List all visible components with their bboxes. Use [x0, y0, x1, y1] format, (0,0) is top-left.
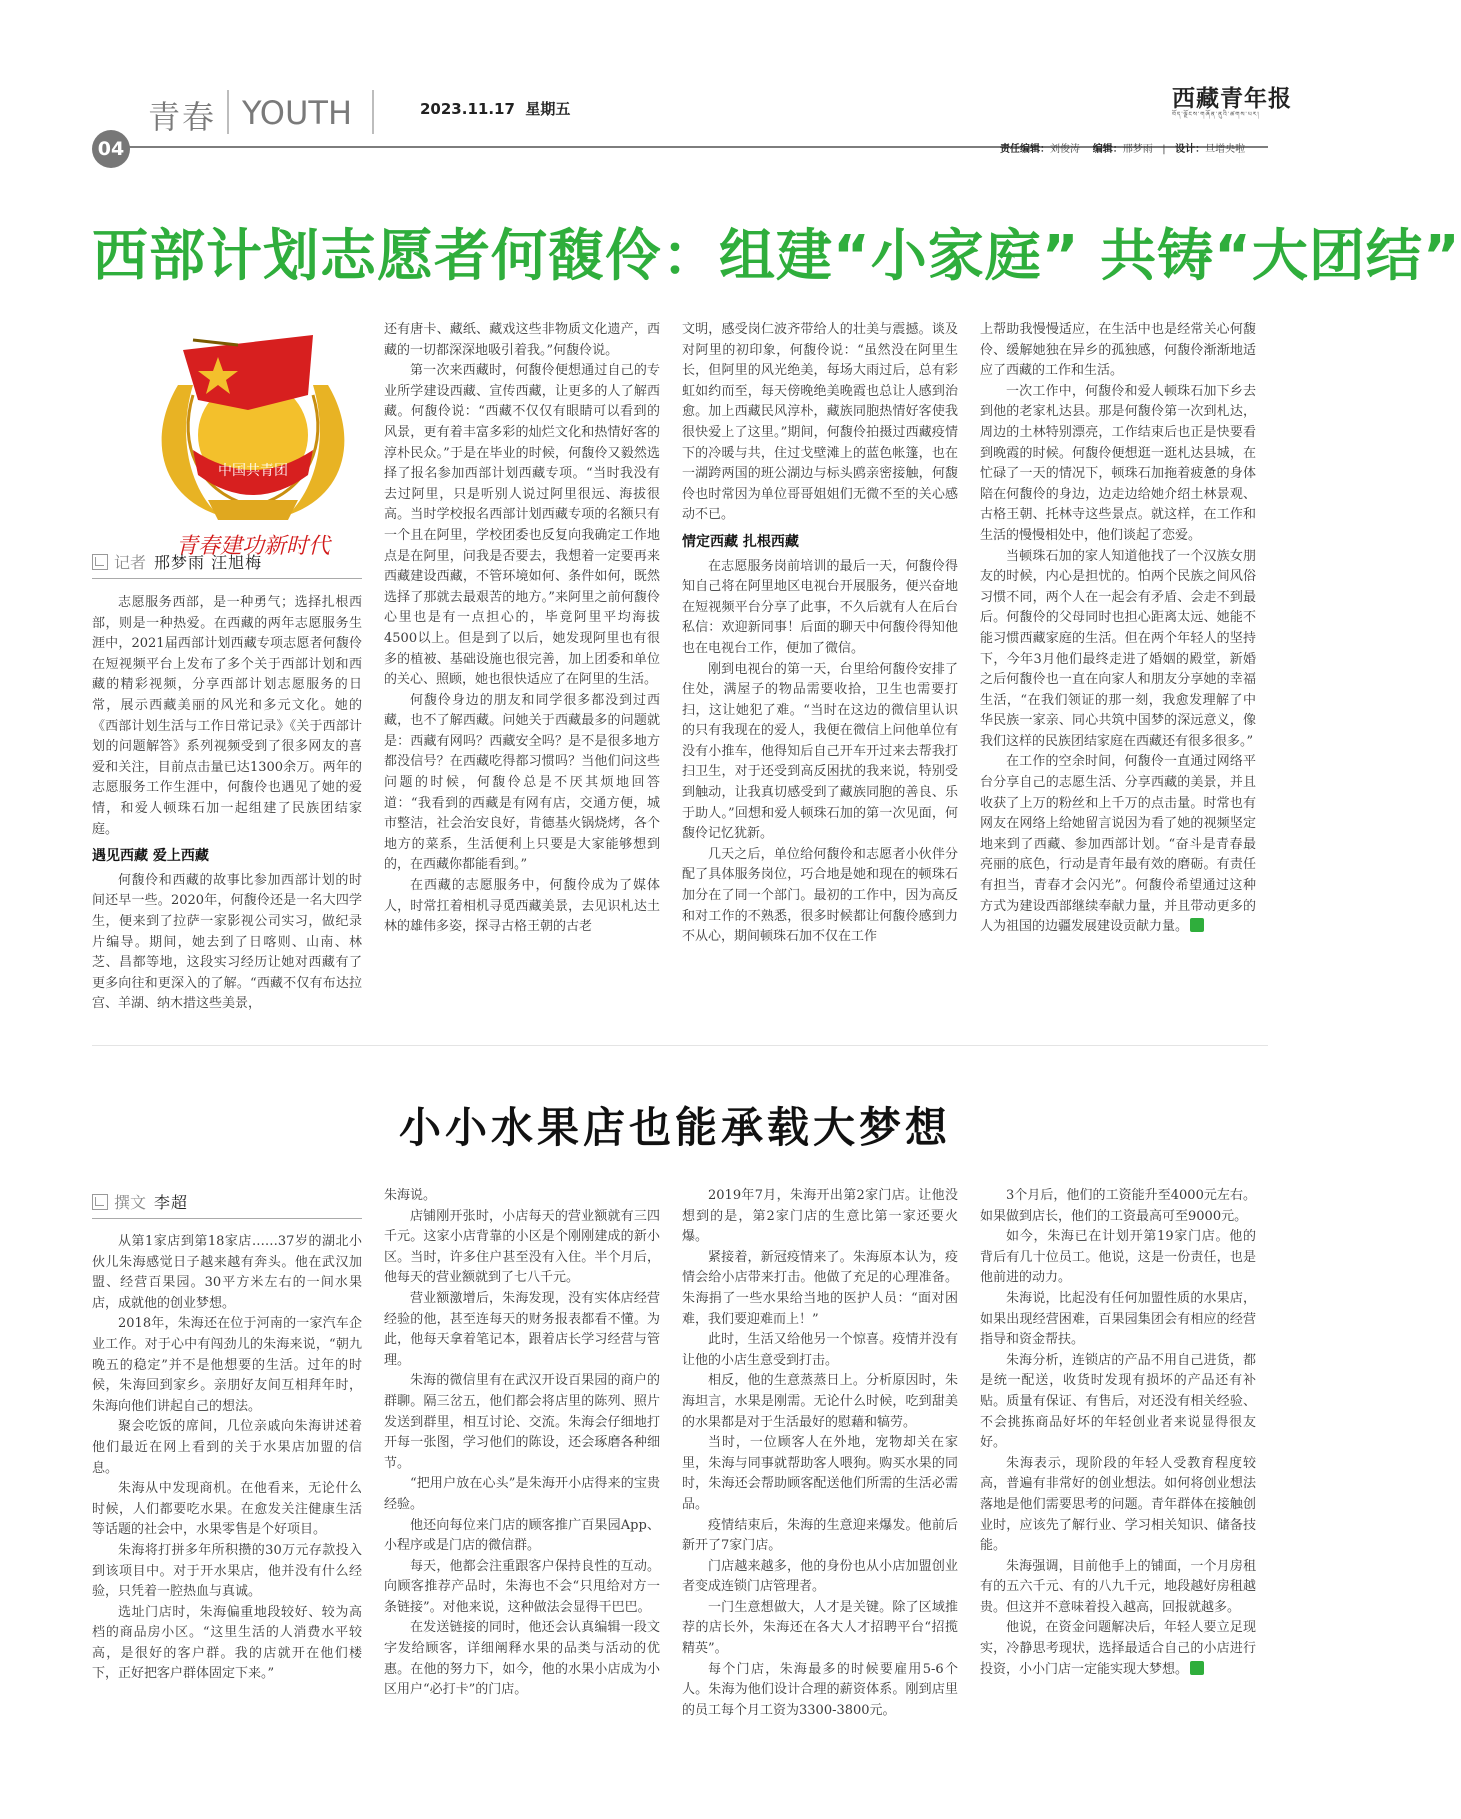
paragraph: 何馥伶身边的朋友和同学很多都没到过西藏，也不了解西藏。问她关于西藏最多的问题就是：西藏有网吗？西藏安全吗？是不是很多地方都没信号？在西藏吃得都习惯吗？当他们问这些问题的时候，何馥伶总是不厌其烦地回答道：“我看到的西藏是有网有店，交通方便，城市整洁，社会治安良好，肯德基火锅烧烤，各个地方的菜系，生活便利上只要是大家能够想到的，在西藏你都能看到。” — [384, 692, 660, 873]
paragraph: 营业额激增后，朱海发现，没有实体店经营经验的他，甚至连每天的财务报表都看不懂。为此，他每天拿着笔记本，跟着店长学习经营与管理。 — [384, 1290, 660, 1368]
byline-rule — [92, 578, 362, 579]
paragraph: 相反，他的生意蒸蒸日上。分析原因时，朱海坦言，水果是刚需。无论什么时候，吃到甜美的水果都是对于生活最好的慰藉和犒劳。 — [682, 1373, 958, 1430]
paragraph: 朱海将打拼多年所积攒的30万元存款投入到该项目中。对于开水果店，他并没有什么经验，只凭着一腔热血与真诚。 — [92, 1542, 362, 1600]
article1-byline — [92, 550, 262, 573]
paragraph: 从第1家店到第18家店……37岁的湖北小伙儿朱海感觉日子越来越有奔头。他在武汉加盟、经营百果园。30平方米左右的一间水果店，成就他的创业梦想。 — [92, 1234, 362, 1311]
author-name: 李超 — [154, 1193, 189, 1212]
article1-column-4 — [980, 320, 1256, 1043]
paragraph: 朱海从中发现商机。在他看来，无论什么时候，人们都要吃水果。在愈发关注健康生活等话题的社会中，水果零售是个好项目。 — [92, 1481, 362, 1538]
section-title-english: YOUTH — [242, 94, 353, 132]
design-label: 设计： — [1175, 144, 1206, 155]
article2-column-3 — [682, 1186, 958, 1802]
paragraph: 朱海表示，现阶段的年轻人受教育程度较高，普遍有非常好的创业想法。如何将创业想法落地是他们需要思考的问题。青年群体在接触创业时，应该先了解行业、学习相关知识、储备技能。 — [980, 1455, 1256, 1554]
masthead-tibetan: བོད་ལྗོངས་གཞོན་ནུའི་ཚགས་པར། — [1172, 111, 1260, 118]
reporter-names: 邢梦雨 汪旭梅 — [154, 553, 263, 572]
paragraph: 何馥伶和西藏的故事比参加西部计划的时间还早一些。2020年，何馥伶还是一名大四学生，便来到了拉萨一家影视公司实习，做纪录片编导。期间，她去到了日喀则、山南、林芝、昌都等地，这段实习经历让她对西藏有了更多向往和更深入的了解。“西藏不仅有布达拉宫、羊湖、纳木措这些美景， — [92, 872, 362, 1012]
section-divider — [227, 90, 229, 134]
paragraph: 文明，感受岗仁波齐带给人的壮美与震撼。谈及对阿里的初印象，何馥伶说：“虽然没在阿里生长，但阿里的风光绝美，每场大雨过后，总有彩虹如约而至，每天傍晚绝美晚霞也总让人感到治愈。加上西藏民风淳朴，藏族同胞热情好客使我很快爱上了这里。”期间，何馥伶拍摄过西藏疫情下的冷暖与共，住过戈壁滩上的蓝色帐篷，也在一湖跨两国的班公湖边与标头鸥亲密接触，何馥伶也时常因为单位哥哥姐姐们无微不至的关心感动不已。 — [682, 322, 958, 523]
article2-column-1 — [92, 1232, 362, 1802]
paragraph: 朱海强调，目前他手上的铺面，一个月房租有的五六千元、有的八九千元，地段越好房租越贵。但这并不意味着投入越高，回报就越多。 — [980, 1558, 1256, 1615]
paragraph: 每个门店，朱海最多的时候要雇用5-6个人。朱海为他们设计合理的薪资体系。刚到店里的员工每个月工资为3300-3800元。 — [682, 1661, 958, 1718]
article1-column-2 — [384, 320, 660, 1043]
paragraph: 当时，一位顾客人在外地，宠物却关在家里，朱海与同事就帮助客人喂狗。购买水果的同时，朱海还会帮助顾客配送他们所需的生活必需品。 — [682, 1435, 958, 1512]
paragraph — [980, 752, 1256, 937]
paragraph: 店铺刚开张时，小店每天的营业额就有三四千元。这家小店背靠的小区是个刚刚建成的新小区。当时，许多住户甚至没有入住。半个月后，他每天的营业额就到了七八千元。 — [384, 1208, 660, 1286]
end-mark-icon — [1190, 918, 1204, 932]
paragraph-text: 他说，在资金问题解决后，年轻人要立足现实，冷静思考现状，选择最适合自己的小店进行投资，小小门店一定能实现大梦想。 — [980, 1620, 1256, 1677]
editor: 邢梦雨 — [1122, 144, 1153, 155]
paragraph: 刚到电视台的第一天，台里给何馥伶安排了住处，满屋子的物品需要收拾，卫生也需要打扫，这让她犯了难。“当时在这边的微信里认识的只有我现在的爱人，我便在微信上问他单位有没有小推车，他得知后自己开车开过来去帮我打扫卫生，对于还受到高反困扰的我来说，特别受到触动，让我真切感受到了藏族同胞的善良、乐于助人。”回想和爱人顿珠石加的第一次见面，何馥伶记忆犹新。 — [682, 661, 958, 842]
paragraph: 紧接着，新冠疫情来了。朱海原本认为，疫情会给小店带来打击。他做了充足的心理准备。朱海捐了一些水果给当地的医护人员：“面对困难，我们要迎难而上！” — [682, 1249, 958, 1327]
editor-label: 编辑： — [1092, 144, 1123, 155]
paragraph: 一门生意想做大，人才是关键。除了区域推荐的店长外，朱海还在各大人才招聘平台“招揽精英”。 — [682, 1599, 958, 1657]
section-divider — [372, 90, 374, 134]
paragraph-text: 在工作的空余时间，何馥伶一直通过网络平台分享自己的志愿生活、分享西藏的美景，并且收获了上万的粉丝和上千万的点击量。时常也有网友在网络上给她留言说因为看了她的视频坚定地来到了西藏、参加西部计划。“奋斗是青春最亮丽的底色，行动是青年最有效的磨砺。有责任有担当，青春才会闪光”。何馥伶希望通过这种方式为建设西部继续奉献力量，并且带动更多的人为祖国的边疆发展建设贡献力量。 — [980, 754, 1256, 935]
editorial-credits: 责任编辑：刘俊涛 编辑：邢梦雨 | 设计：旦增央啦 — [1000, 144, 1246, 155]
end-mark-icon — [1190, 1661, 1204, 1675]
paragraph: 每天，他都会注重跟客户保持良性的互动。向顾客推荐产品时，朱海也不会“只甩给对方一条链接”。对他来说，这种做法会显得干巴巴。 — [384, 1558, 660, 1615]
paragraph: 朱海分析，连锁店的产品不用自己进货，都是统一配送，收货时发现有损坏的产品还有补贴。质量有保证、有售后，对还没有相关经验、不会挑拣商品好坏的年轻创业者来说显得很友好。 — [980, 1352, 1256, 1451]
publication-date — [420, 98, 570, 119]
paragraph: 门店越来越多，他的身份也从小店加盟创业者变成连锁门店管理者。 — [682, 1558, 958, 1595]
paragraph: 2018年，朱海还在位于河南的一家汽车企业工作。对于心中有闯劲儿的朱海来说，“朝九晚五的稳定”并不是他想要的生活。过年的时候，朱海回到家乡。亲朋好友间互相拜年时，朱海向他们讲起自己的想法。 — [92, 1316, 362, 1414]
article2-headline: 小小水果店也能承载大梦想 — [398, 1103, 951, 1152]
article-divider — [92, 1045, 1268, 1046]
paragraph: “把用户放在心头”是朱海开小店得来的宝贵经验。 — [384, 1476, 660, 1512]
paragraph: 上帮助我慢慢适应，在生活中也是经常关心何馥伶、缓解她独在异乡的孤独感，何馥伶渐渐地适应了西藏的工作和生活。 — [980, 322, 1256, 379]
emblem-slogan: 青春建功新时代 — [175, 534, 331, 559]
page-number-badge: 04 — [92, 130, 130, 168]
subheading: 遇见西藏 爱上西藏 — [92, 848, 209, 865]
weekday: 星期五 — [525, 100, 571, 118]
paragraph — [980, 1618, 1256, 1680]
article1-column-1 — [92, 593, 362, 1043]
paragraph: 朱海说，比起没有任何加盟性质的水果店，如果出现经营困难，百果园集团会有相应的经营指导和资金帮扶。 — [980, 1290, 1256, 1348]
paragraph: 朱海说。 — [384, 1188, 437, 1203]
date: 2023.11.17 — [420, 100, 515, 118]
article1-column-3 — [682, 320, 958, 1043]
section-title-chinese: 青春 — [148, 98, 217, 136]
paragraph: 2019年7月，朱海开出第2家门店。让他没想到的是，第2家门店的生意比第一家还要火爆。 — [682, 1188, 958, 1245]
editor-in-charge: 刘俊涛 — [1050, 144, 1080, 155]
subheading: 情定西藏 扎根西藏 — [682, 533, 799, 550]
article2-column-2 — [384, 1186, 660, 1802]
byline-label: 撰文 — [114, 1193, 147, 1212]
paragraph: 当顿珠石加的家人知道他找了一个汉族女朋友的时候，内心是担忧的。怕两个民族之间风俗习惯不同，两个人在一起会有矛盾、会走不到最后。何馥伶的父母同时也担心距离太远、她能不能习惯西藏家庭的生活。但在两个年轻人的坚持下，今年3月他们最终走进了婚姻的殿堂，新婚之后何馥伶也一直在向家人和朋友分享她的幸福生活，“在我们领证的那一刻，我愈发理解了中华民族一家亲、同心共筑中国梦的深远意义，像我们这样的民族团结家庭在西藏还有很多很多。” — [980, 548, 1256, 749]
paragraph: 3个月后，他们的工资能升至4000元左右。如果做到店长，他们的工资最高可至9000元。 — [980, 1188, 1256, 1224]
byline-label: 记者 — [114, 553, 147, 572]
designer: 旦增央啦 — [1205, 144, 1246, 155]
paragraph: 朱海的微信里有在武汉开设百果园的商户的群聊。隔三岔五，他们都会将店里的陈列、照片发送到群里，相互讨论、交流。朱海会仔细地打开每一张图，学习他们的陈设，还会琢磨各种细节。 — [384, 1373, 660, 1471]
paragraph: 在发送链接的同时，他还会认真编辑一段文字发给顾客，详细阐释水果的品类与活动的优惠。在他的努力下，如今，他的水果小店成为小区用户“必打卡”的门店。 — [384, 1620, 660, 1698]
communist-youth-league-emblem — [138, 325, 368, 559]
article1-headline: 西部计划志愿者何馥伶：组建“小家庭” 共铸“大团结” — [92, 224, 1461, 289]
paragraph: 他还向每位来门店的顾客推广百果园App、小程序或是门店的微信群。 — [384, 1517, 660, 1554]
paragraph: 一次工作中，何馥伶和爱人顿珠石加下乡去到他的老家札达县。那是何馥伶第一次到札达，周边的土林特别漂亮，工作结束后也正是快要看到晚霞的时候。何馥伶便想逛一逛札达县城，在忙碌了一天的情况下，顿珠石加拖着疲惫的身体陪在何馥伶的身边，边走边给她介绍土林景观、古格王朝、托林寺这些景点。就这样，在工作和生活的慢慢相处中，他们谈起了恋爱。 — [980, 383, 1256, 543]
gear-icon — [208, 500, 298, 520]
paragraph: 疫情结束后，朱海的生意迎来爆发。他前后新开了7家门店。 — [682, 1517, 958, 1554]
paragraph: 第一次来西藏时，何馥伶便想通过自己的专业所学建设西藏、宣传西藏，让更多的人了解西藏。何馥伶说：“西藏不仅仅有眼睛可以看到的风景，更有着丰富多彩的灿烂文化和热情好客的淳朴民众。”于是在毕业的时候，何馥伶又毅然选择了报名参加西部计划西藏专项。“当时我没有去过阿里，只是听别人说过阿里很远、海拔很高。当时学校报名西部计划西藏专项的名额只有一个且在阿里，学校团委也反复向我确定工作地点是在阿里，问我是否要去，我想着一定要再来西藏建设西藏，不管环境如何、条件如何，既然选择了那就去最艰苦的地方。”来阿里之前何馥伶心里也是有一点担心的，毕竟阿里平均海拔4500以上。但是到了以后，她发现阿里也有很多的植被、基础设施也很完善，加上团委和单位的关心、照顾，她也很快适应了在阿里的生活。 — [384, 363, 660, 688]
paragraph: 选址门店时，朱海偏重地段较好、较为高档的商品房小区。“这里生活的人消费水平较高，是很好的客户群。我的店就开在他们楼下，正好把客户群体固定下来。” — [92, 1604, 362, 1682]
edit-icon — [92, 1194, 108, 1210]
paragraph: 在志愿服务岗前培训的最后一天，何馥伶得知自己将在阿里地区电视台开展服务，便兴奋地在短视频平台分享了此事，不久后就有人在后台私信：欢迎新同事！后面的聊天中何馥伶得知他也在电视台工作，便加了微信。 — [682, 558, 958, 656]
article2-column-4 — [980, 1186, 1256, 1802]
paragraph: 在西藏的志愿服务中，何馥伶成为了媒体人，时常扛着相机寻觅西藏美景，去见识札达土林的雄伟多姿，探寻古格王朝的古老 — [384, 878, 660, 935]
paragraph: 此时，生活又给他另一个惊喜。疫情并没有让他的小店生意受到打击。 — [682, 1332, 958, 1368]
paragraph: 志愿服务西部，是一种勇气；选择扎根西部，则是一种热爱。在西藏的两年志愿服务生涯中，2021届西部计划西藏专项志愿者何馥伶在短视频平台上发布了多个关于西部计划和西藏的精彩视频，分享西部计划志愿服务的日常，展示西藏美丽的风光和多元文化。她的《西部计划生活与工作日常记录》《关于西部计划的问题解答》系列视频受到了很多网友的喜爱和关注，目前点击量已达1300余万。两年的志愿服务工作生涯中，何馥伶也遇见了她的爱情，和爱人顿珠石加一起组建了民族团结家庭。 — [92, 595, 362, 837]
paragraph: 还有唐卡、藏纸、藏戏这些非物质文化遗产，西藏的一切都深深地吸引着我。”何馥伶说。 — [384, 322, 660, 358]
byline-rule — [92, 1218, 362, 1219]
paragraph: 几天之后，单位给何馥伶和志愿者小伙伴分配了具体服务岗位，巧合地是她和现在的顿珠石加分在了同一个部门。最初的工作中，因为高反和对工作的不熟悉，很多时候都让何馥伶感到力不从心，期间顿珠石加不仅在工作 — [682, 846, 958, 945]
article2-byline — [92, 1190, 188, 1213]
emblem-ribbon-text: 中国共青团 — [218, 463, 288, 479]
editor-in-charge-label: 责任编辑： — [1000, 144, 1050, 155]
paragraph: 如今，朱海已在计划开第19家门店。他的背后有几十位员工。他说，这是一份责任，也是他前进的动力。 — [980, 1229, 1256, 1286]
masthead: 西藏青年报 — [1172, 85, 1292, 112]
paragraph: 聚会吃饭的席间，几位亲戚向朱海讲述着他们最近在网上看到的关于水果店加盟的信息。 — [92, 1419, 362, 1476]
edit-icon — [92, 554, 108, 570]
